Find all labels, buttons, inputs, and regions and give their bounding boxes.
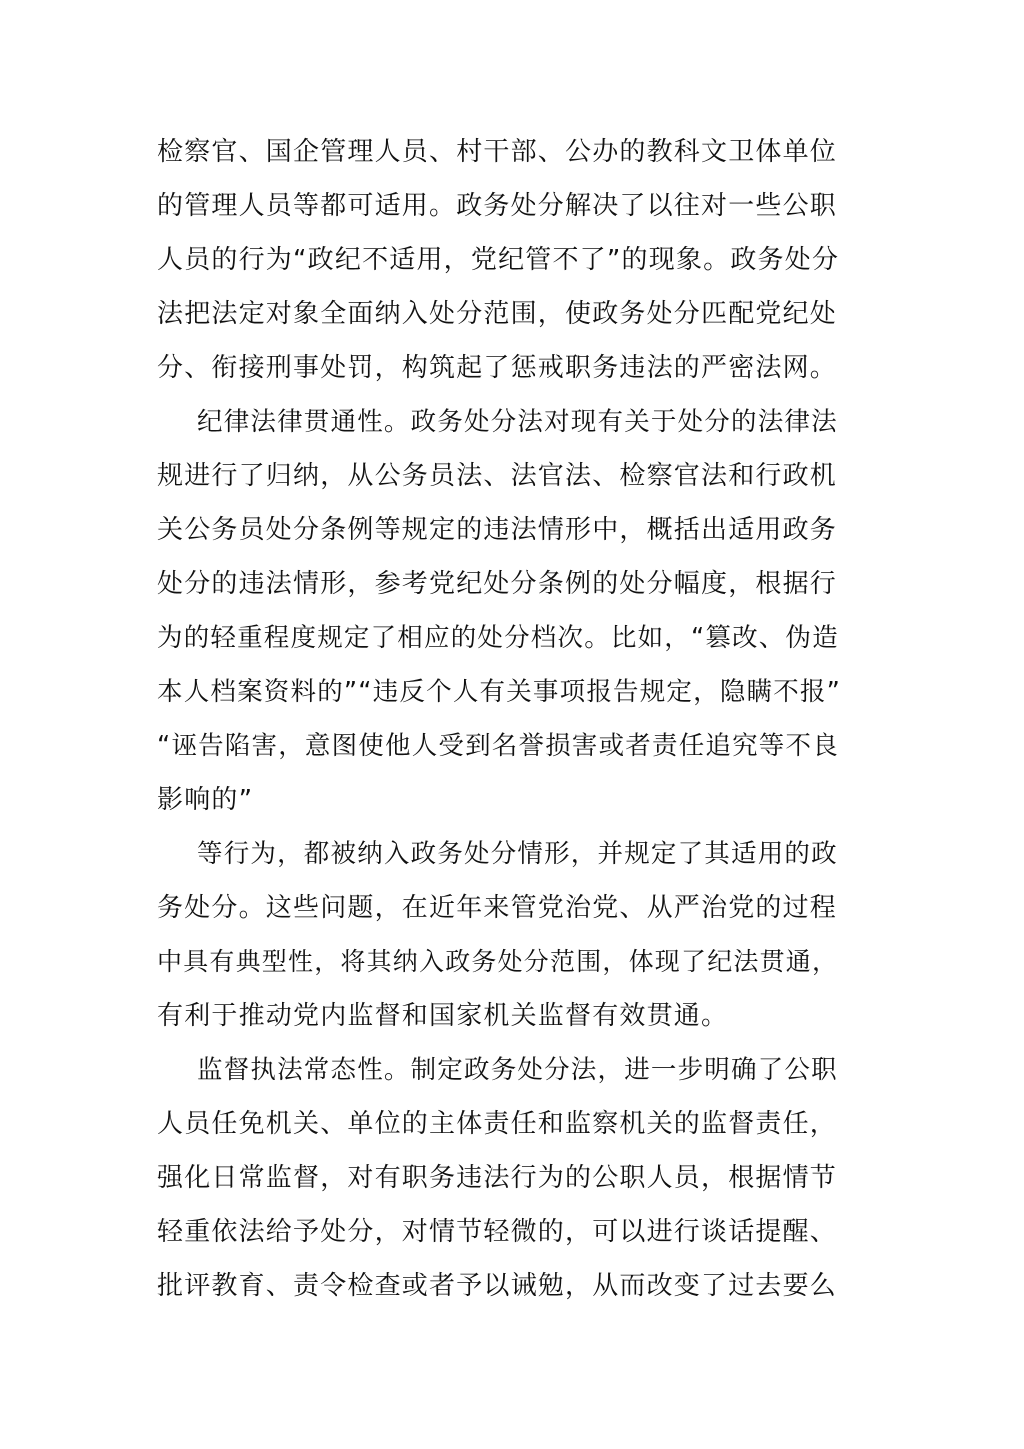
text-line: 关公务员处分条例等规定的违法情形中，概括出适用政务 xyxy=(157,515,838,545)
text-line: 人员任免机关、单位的主体责任和监察机关的监督责任， xyxy=(157,1109,838,1139)
text-line: 规进行了归纳，从公务员法、法官法、检察官法和行政机 xyxy=(157,461,838,491)
paragraph-heading-line: 监督执法常态性。制定政务处分法，进一步明确了公职 xyxy=(197,1055,838,1085)
text-line: 批评教育、责令检查或者予以诫勉，从而改变了过去要么 xyxy=(157,1271,838,1301)
text-line: 务处分。这些问题，在近年来管党治党、从严治党的过程 xyxy=(157,893,838,923)
text-line: 检察官、国企管理人员、村干部、公办的教科文卫体单位 xyxy=(157,137,838,167)
paragraph-heading-line: 纪律法律贯通性。政务处分法对现有关于处分的法律法 xyxy=(197,407,838,437)
text-line: 法把法定对象全面纳入处分范围，使政务处分匹配党纪处 xyxy=(157,299,838,329)
text-line: 的管理人员等都可适用。政务处分解决了以往对一些公职 xyxy=(157,191,838,221)
text-line: 强化日常监督，对有职务违法行为的公职人员，根据情节 xyxy=(157,1163,838,1193)
text-line: 分、衔接刑事处罚，构筑起了惩戒职务违法的严密法网。 xyxy=(157,353,838,383)
text-line: 有利于推动党内监督和国家机关监督有效贯通。 xyxy=(157,1001,729,1031)
text-line: 中具有典型性，将其纳入政务处分范围，体现了纪法贯通， xyxy=(157,947,839,976)
text-line: “诬告陷害，意图使他人受到名誉损害或者责任追究等不良 xyxy=(157,731,839,761)
text-line: 人员的行为“政纪不适用，党纪管不了”的现象。政务处分 xyxy=(157,245,840,275)
text-line: 轻重依法给予处分，对情节轻微的，可以进行谈话提醒、 xyxy=(157,1217,838,1247)
text-line: 本人档案资料的”“违反个人有关事项报告规定，隐瞒不报” xyxy=(157,677,842,707)
text-line: 影响的” xyxy=(157,785,254,815)
text-line: 等行为，都被纳入政务处分情形，并规定了其适用的政 xyxy=(197,839,838,869)
text-line: 为的轻重程度规定了相应的处分档次。比如，“篡改、伪造 xyxy=(157,623,839,653)
text-line: 处分的违法情形，参考党纪处分条例的处分幅度，根据行 xyxy=(157,569,838,599)
